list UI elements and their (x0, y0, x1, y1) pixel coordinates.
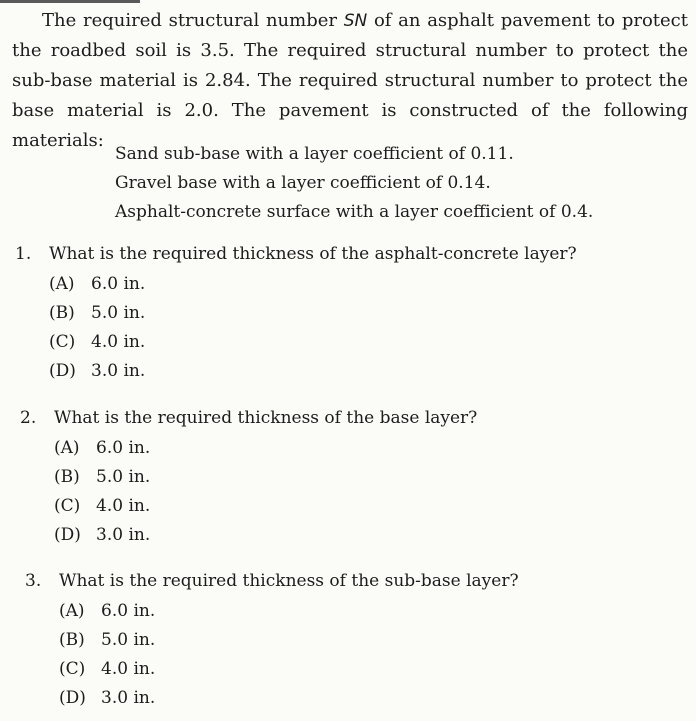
question-text: What is the required thickness of the base layer? (54, 408, 478, 428)
choice-d[interactable] (49, 357, 577, 386)
choice-text: 6.0 in. (101, 601, 156, 621)
material-item-surface: Asphalt-concrete surface with a layer coefficient of 0.4. (115, 202, 594, 222)
material-item-sub-base: Sand sub-base with a layer coefficient of 0.11. (115, 144, 514, 164)
choice-text: 6.0 in. (96, 438, 151, 458)
choice-letter: (D) (59, 688, 86, 708)
question-2 (20, 407, 477, 550)
intro-text-rest: of an asphalt pavement to protect the roadbed soil is 3.5. The required structural number to protect the sub-base material is 2.84. The required structural number to protect the base material is 2.0. The pavement is constructed of the following materials: (12, 10, 688, 151)
answer-choices (59, 597, 519, 713)
choice-letter: (A) (49, 274, 75, 294)
choice-text: 3.0 in. (101, 688, 156, 708)
choice-letter: (A) (59, 601, 85, 621)
choice-c[interactable] (59, 655, 519, 684)
structural-number-symbol: SN (343, 11, 368, 31)
choice-a[interactable] (54, 434, 477, 463)
choice-letter: (B) (49, 303, 75, 323)
choice-a[interactable] (49, 270, 577, 299)
question-text: What is the required thickness of the asphalt-concrete layer? (49, 244, 577, 264)
choice-letter: (C) (49, 332, 76, 352)
choice-text: 4.0 in. (101, 659, 156, 679)
answer-choices (54, 434, 477, 550)
choice-a[interactable] (59, 597, 519, 626)
choice-b[interactable] (54, 463, 477, 492)
choice-d[interactable] (54, 521, 477, 550)
materials-list (115, 140, 593, 227)
answer-choices (49, 270, 577, 386)
choice-text: 4.0 in. (91, 332, 146, 352)
question-stem (15, 243, 577, 265)
intro-text-start: The required structural number (42, 10, 344, 31)
choice-letter: (C) (59, 659, 86, 679)
choice-letter: (D) (49, 361, 76, 381)
choice-b[interactable] (59, 626, 519, 655)
question-1 (15, 243, 577, 386)
choice-text: 5.0 in. (101, 630, 156, 650)
choice-letter: (B) (59, 630, 85, 650)
choice-letter: (B) (54, 467, 80, 487)
choice-letter: (A) (54, 438, 80, 458)
question-number: 1. (15, 244, 32, 264)
choice-letter: (D) (54, 525, 81, 545)
problem-statement (12, 6, 688, 156)
question-number: 3. (25, 571, 42, 591)
choice-d[interactable] (59, 684, 519, 713)
question-text: What is the required thickness of the sub-base layer? (59, 571, 519, 591)
choice-text: 3.0 in. (91, 361, 146, 381)
choice-letter: (C) (54, 496, 81, 516)
choice-text: 6.0 in. (91, 274, 146, 294)
question-3 (25, 570, 519, 713)
choice-text: 5.0 in. (91, 303, 146, 323)
choice-text: 3.0 in. (96, 525, 151, 545)
choice-c[interactable] (49, 328, 577, 357)
question-stem (20, 407, 477, 429)
choice-c[interactable] (54, 492, 477, 521)
choice-text: 4.0 in. (96, 496, 151, 516)
question-number: 2. (20, 408, 37, 428)
question-stem (25, 570, 519, 592)
choice-b[interactable] (49, 299, 577, 328)
choice-text: 5.0 in. (96, 467, 151, 487)
material-item-base: Gravel base with a layer coefficient of 0.14. (115, 173, 491, 193)
